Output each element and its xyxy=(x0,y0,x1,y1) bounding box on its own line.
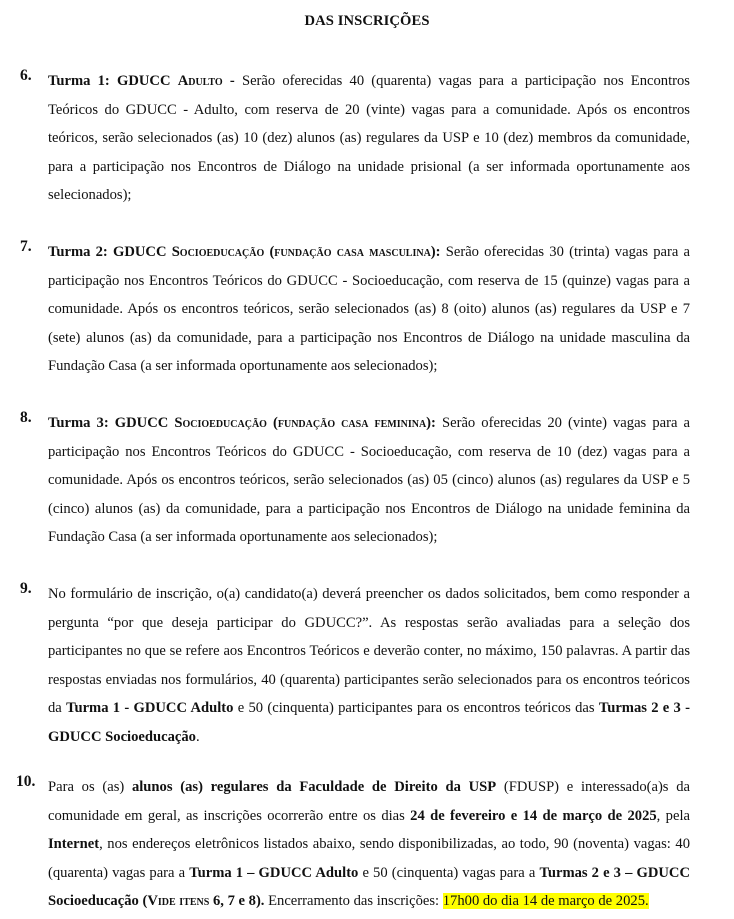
list-item-6 xyxy=(20,67,690,210)
item-lead: Turma 2: GDUCC Socioeducação (fundação casa masculina): xyxy=(48,244,441,260)
highlighted-deadline: 17h00 do dia 14 de março de 2025. xyxy=(442,893,649,910)
list-item-7 xyxy=(20,238,690,381)
item-body: Serão oferecidas 30 (trinta) vagas para a participação nos Encontros Teóricos do GDUCC - Socioeducação, com reserva de 15 (quinze) vagas para a comunidade. Após os encontros teóricos, serão selecionados (as) 8 (oito) alunos (as) regulares da USP e 7 (sete) alunos (as) da comunidade, para a participação nos Encontros de Diálogo na unidade masculina da Fundação Casa (a ser informada oportunamente aos selecionados); xyxy=(48,244,691,375)
item-number: 8. xyxy=(20,409,32,426)
item-text xyxy=(48,238,690,381)
item-body: Serão oferecidas 20 (vinte) vagas para a participação nos Encontros Teóricos do GDUCC - Socioeducação, com reserva de 10 (dez) vagas para a comunidade. Após os encontros teóricos, serão selecionados (as) 05 (cinco) alunos (as) regulares da USP e 5 (cinco) alunos (as) da comunidade, para a participação nos Encontros de Diálogo na unidade feminina da Fundação Casa (a ser informada oportunamente aos selecionados); xyxy=(48,415,690,546)
item-lead: Turma 1: GDUCC Adulto - xyxy=(48,73,235,89)
list-item-9 xyxy=(20,580,690,752)
item-lead: Turma 3: GDUCC Socioeducação (fundação casa feminina): xyxy=(48,415,436,431)
item-number: 10. xyxy=(16,773,36,790)
list-item-8 xyxy=(20,409,690,552)
item-number: 6. xyxy=(20,67,32,84)
item-text xyxy=(48,409,690,552)
item-text: Para os (as) alunos (as) regulares da Faculdade de Direito da USP (FDUSP) e interessado(a)s da comunidade em geral, as inscrições ocorrerão entre os dias 24 de fevereiro e 14 de março de 2025, pela Internet, nos endereços eletrônicos listados abaixo, sendo disponibilizadas, ao todo, 90 (noventa) vagas: 40 (quarenta) vagas para a Turma 1 – GDUCC Adulto e 50 (cinquenta) vagas para a Turmas 2 e 3 – GDUCC Socioeducação (Vide itens 6, 7 e 8). Encerramento das inscrições: 17h00 do dia 14 de março de 2025. xyxy=(48,779,690,910)
item-text: No formulário de inscrição, o(a) candidato(a) deverá preencher os dados solicitados, bem como responder a pergunta “por que deseja participar do GDUCC?”. As respostas serão avaliadas para a seleção dos participantes no que se refere aos Encontros Teóricos e deverão conter, no máximo, 150 palavras. A partir das respostas enviadas nos formulários, 40 (quarenta) participantes serão selecionados para os encontros teóricos da Turma 1 - GDUCC Adulto e 50 (cinquenta) participantes para os encontros teóricos das Turmas 2 e 3 - GDUCC Socioeducação. xyxy=(48,586,690,745)
item-body: Serão oferecidas 40 (quarenta) vagas para a participação nos Encontros Teóricos do GDUCC - Adulto, com reserva de 20 (vinte) vagas para a comunidade. Após os encontros teóricos, serão selecionados (as) 10 (dez) alunos (as) regulares da USP e 10 (dez) membros da comunidade, para a participação nos Encontros de Diálogo na unidade prisional (a ser informada oportunamente aos selecionados); xyxy=(48,73,690,204)
item-number: 7. xyxy=(20,238,32,255)
section-heading: DAS INSCRIÇÕES xyxy=(304,13,430,29)
item-number: 9. xyxy=(20,580,32,597)
item-text xyxy=(48,67,690,210)
list-item-10 xyxy=(16,773,690,916)
